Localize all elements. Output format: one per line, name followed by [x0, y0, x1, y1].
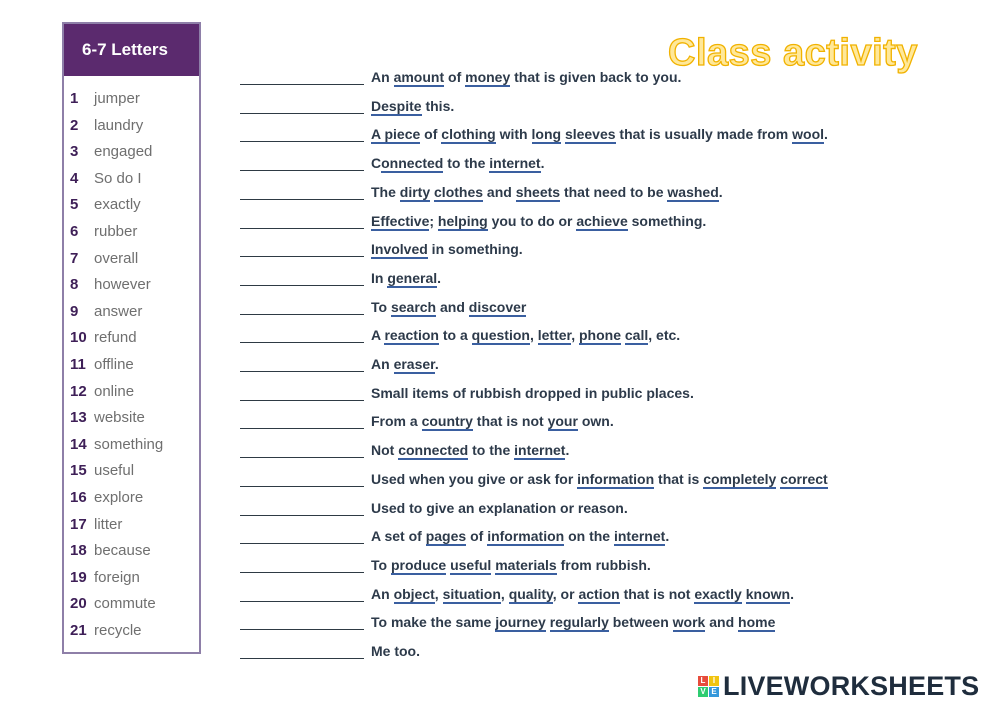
underlined-keyword: connected — [398, 442, 469, 459]
definition-text — [371, 500, 628, 516]
definition-text — [371, 356, 439, 372]
word-text: litter — [94, 515, 123, 533]
definition-text — [371, 213, 706, 229]
underlined-keyword: general — [387, 269, 438, 286]
underlined-keyword: sheets — [515, 183, 561, 200]
underlined-keyword: dirty — [399, 183, 431, 200]
definition-fragment: Used to give an explanation or reason. — [371, 499, 628, 516]
answer-blank[interactable] — [240, 84, 364, 85]
definition-fragment: that is not — [619, 585, 695, 602]
definition-fragment: and — [483, 183, 516, 200]
underlined-keyword: clothing — [441, 126, 496, 143]
definition-fragment: and — [705, 614, 739, 631]
definition-fragment: The — [371, 183, 400, 200]
definition-fragment: An — [371, 69, 394, 85]
answer-blank[interactable] — [240, 141, 364, 142]
underlined-keyword: produce — [390, 556, 447, 573]
underlined-keyword: letter — [537, 327, 572, 344]
definition-row — [0, 66, 1000, 90]
word-number: 8 — [70, 276, 79, 294]
underlined-keyword: regularly — [549, 614, 609, 631]
logo-square: L — [698, 676, 708, 686]
word-number: 17 — [70, 515, 87, 533]
definition-text — [371, 643, 420, 659]
word-text: answer — [94, 302, 143, 320]
definition-row — [0, 353, 1000, 377]
definition-fragment: . — [790, 585, 794, 602]
definition-fragment: An — [371, 356, 394, 372]
underlined-keyword: journey — [495, 614, 546, 631]
logo-square: V — [698, 687, 708, 697]
definition-fragment: that need to be — [560, 183, 668, 200]
underlined-keyword: clothes — [434, 183, 484, 200]
answer-blank[interactable] — [240, 601, 364, 602]
underlined-keyword: achieve — [576, 212, 628, 229]
underlined-keyword: wool — [792, 126, 825, 143]
definition-fragment: and — [436, 298, 469, 315]
definition-text — [371, 299, 526, 315]
answer-blank[interactable] — [240, 658, 364, 659]
definition-fragment: Used when you give or ask for — [371, 470, 578, 487]
definition-row — [0, 497, 1000, 521]
underlined-keyword: Involved — [371, 241, 428, 258]
underlined-keyword: quality — [508, 585, 553, 602]
definition-fragment: in something. — [427, 241, 523, 258]
word-number: 21 — [70, 621, 87, 639]
word-text: So do I — [94, 169, 142, 187]
answer-blank[interactable] — [240, 170, 364, 171]
underlined-keyword: A piece — [371, 126, 421, 143]
word-number: 7 — [70, 249, 79, 267]
word-text: overall — [94, 249, 139, 267]
definition-fragment: ; — [429, 212, 438, 229]
definition-row — [0, 210, 1000, 234]
underlined-keyword: amount — [393, 69, 445, 85]
word-text: engaged — [94, 143, 153, 161]
word-number: 10 — [70, 329, 87, 347]
definition-fragment: Small items of rubbish dropped in public places. — [371, 384, 694, 401]
word-number: 11 — [70, 355, 86, 373]
definition-fragment: To — [371, 556, 391, 573]
definition-fragment: An — [371, 585, 394, 602]
underlined-keyword: washed — [667, 183, 719, 200]
definition-fragment: C — [371, 155, 382, 172]
word-number: 18 — [70, 542, 87, 560]
page-title: Class activity — [668, 32, 918, 74]
definition-fragment: In — [371, 269, 388, 286]
underlined-keyword: Effective — [371, 212, 430, 229]
underlined-keyword: onnected — [381, 155, 444, 172]
answer-blank[interactable] — [240, 543, 364, 544]
logo-square: I — [709, 676, 719, 686]
underlined-keyword: sleeves — [564, 126, 616, 143]
definition-fragment: on the — [564, 528, 614, 545]
word-number: 19 — [70, 568, 87, 586]
word-text: jumper — [94, 90, 140, 107]
definition-row — [0, 439, 1000, 463]
definition-text — [371, 241, 523, 257]
underlined-keyword: situation — [442, 585, 501, 602]
answer-blank[interactable] — [240, 199, 364, 200]
underlined-keyword: work — [672, 614, 706, 631]
underlined-keyword: question — [471, 327, 530, 344]
underlined-keyword: internet — [514, 442, 566, 459]
definition-fragment: this. — [421, 97, 455, 114]
definition-text — [371, 586, 794, 602]
word-bank-header: 6-7 Letters — [64, 24, 199, 76]
word-number: 12 — [70, 382, 87, 400]
underlined-keyword: materials — [495, 556, 557, 573]
word-text: explore — [94, 488, 144, 506]
underlined-keyword: long — [531, 126, 562, 143]
definition-row — [0, 611, 1000, 635]
answer-blank[interactable] — [240, 629, 364, 630]
underlined-keyword: helping — [437, 212, 488, 229]
answer-blank[interactable] — [240, 572, 364, 573]
word-text: useful — [94, 462, 135, 480]
definition-row — [0, 296, 1000, 320]
definition-fragment: of — [420, 126, 442, 143]
definition-fragment: A set of — [371, 528, 426, 545]
definition-fragment: Me too. — [371, 643, 420, 659]
definition-row — [0, 95, 1000, 119]
definition-row — [0, 238, 1000, 262]
definition-row — [0, 554, 1000, 578]
definition-row — [0, 468, 1000, 492]
definition-row — [0, 525, 1000, 549]
word-text: commute — [94, 595, 156, 613]
word-text: foreign — [94, 568, 140, 586]
answer-blank[interactable] — [240, 113, 364, 114]
underlined-keyword: action — [578, 585, 620, 602]
definition-fragment: . — [718, 183, 723, 200]
word-text: because — [94, 542, 151, 560]
definition-fragment: Not — [371, 442, 399, 459]
definition-text — [371, 327, 680, 343]
definition-fragment: . — [824, 126, 828, 143]
underlined-keyword: known — [745, 585, 791, 602]
definition-fragment: something. — [627, 212, 707, 229]
underlined-keyword: your — [547, 413, 578, 430]
definition-fragment: you to do or — [487, 212, 577, 229]
definition-text — [371, 98, 454, 114]
word-text: offline — [94, 355, 134, 373]
definition-fragment: own. — [577, 413, 614, 430]
underlined-keyword: home — [738, 614, 776, 631]
word-number: 20 — [70, 595, 87, 613]
definition-fragment: to the — [443, 155, 490, 172]
definition-text — [371, 155, 544, 171]
definition-fragment: that is given back to you. — [510, 69, 682, 85]
liveworksheets-logo — [698, 672, 979, 700]
definition-fragment: To — [371, 298, 391, 315]
answer-blank[interactable] — [240, 457, 364, 458]
definition-text — [371, 442, 569, 458]
definition-fragment: , or — [552, 585, 579, 602]
word-number: 4 — [70, 169, 79, 187]
word-number: 16 — [70, 488, 87, 506]
definition-fragment: . — [434, 356, 439, 372]
answer-blank[interactable] — [240, 256, 364, 257]
answer-blank[interactable] — [240, 428, 364, 429]
word-number: 15 — [70, 462, 87, 480]
underlined-keyword: search — [390, 298, 437, 315]
definition-text — [371, 413, 614, 429]
definition-fragment: to a — [438, 327, 472, 344]
answer-blank[interactable] — [240, 285, 364, 286]
underlined-keyword: information — [577, 470, 655, 487]
word-number: 3 — [70, 143, 79, 161]
definition-text — [371, 184, 723, 200]
definition-row — [0, 123, 1000, 147]
definition-fragment: , — [571, 327, 579, 344]
word-text: rubber — [94, 222, 138, 240]
definition-fragment: with — [495, 126, 532, 143]
answer-blank[interactable] — [240, 486, 364, 487]
answer-blank[interactable] — [240, 371, 364, 372]
logo-square: E — [709, 687, 719, 697]
definition-row — [0, 181, 1000, 205]
underlined-keyword: internet — [613, 528, 666, 545]
underlined-keyword: useful — [450, 556, 492, 573]
definition-text — [371, 614, 775, 630]
definition-row — [0, 583, 1000, 607]
definition-fragment: , — [529, 327, 538, 344]
word-number: 2 — [70, 116, 79, 134]
answer-blank[interactable] — [240, 400, 364, 401]
underlined-keyword: object — [393, 585, 435, 602]
underlined-keyword: phone — [579, 327, 621, 344]
definition-row — [0, 410, 1000, 434]
definition-fragment: of — [444, 69, 466, 85]
logo-text: LIVEWORKSHEETS — [723, 670, 980, 701]
underlined-keyword: information — [487, 528, 565, 545]
answer-blank[interactable] — [240, 515, 364, 516]
definition-row — [0, 324, 1000, 348]
definition-fragment: from rubbish. — [556, 556, 651, 573]
underlined-keyword: correct — [780, 470, 828, 487]
definition-fragment: , etc. — [648, 327, 681, 344]
definition-fragment: between — [608, 614, 673, 631]
definition-fragment: that is — [654, 470, 704, 487]
underlined-keyword: reaction — [384, 327, 439, 344]
definition-fragment: . — [665, 528, 670, 545]
word-text: online — [94, 382, 135, 400]
logo-icon — [698, 676, 719, 697]
definition-fragment: , — [434, 585, 443, 602]
word-text: recycle — [94, 621, 142, 639]
definition-row — [0, 640, 1000, 664]
underlined-keyword: country — [421, 413, 473, 430]
definition-fragment: . — [565, 442, 570, 459]
definition-text — [371, 126, 828, 142]
definition-fragment: A — [371, 327, 385, 344]
definition-row — [0, 267, 1000, 294]
definition-fragment: To make the same — [371, 614, 496, 631]
definition-fragment: that is not — [472, 413, 548, 430]
definition-text — [371, 471, 828, 487]
word-text: something — [94, 435, 164, 453]
underlined-keyword: money — [465, 69, 511, 85]
underlined-keyword: pages — [425, 528, 467, 545]
definition-fragment: , — [500, 585, 509, 602]
definition-fragment: . — [437, 269, 442, 286]
word-number: 6 — [70, 222, 79, 240]
definition-fragment: of — [466, 528, 488, 545]
definition-row — [0, 382, 1000, 406]
underlined-keyword: call — [624, 327, 649, 344]
definition-text — [371, 528, 669, 544]
word-number: 9 — [70, 302, 79, 320]
word-number: 14 — [70, 435, 87, 453]
word-text: website — [94, 409, 145, 427]
definition-fragment: From a — [371, 413, 422, 430]
word-text: refund — [94, 329, 137, 347]
word-number: 1 — [70, 90, 79, 107]
word-number: 13 — [70, 409, 87, 427]
definition-fragment: that is usually made from — [615, 126, 793, 143]
definition-fragment: to the — [468, 442, 515, 459]
answer-blank[interactable] — [240, 314, 364, 315]
word-text: laundry — [94, 116, 144, 134]
definition-row — [0, 152, 1000, 176]
word-number: 5 — [70, 196, 79, 214]
answer-blank[interactable] — [240, 228, 364, 229]
word-text: however — [94, 276, 151, 294]
underlined-keyword: completely — [703, 470, 777, 487]
definition-fragment: . — [540, 155, 545, 172]
underlined-keyword: internet — [489, 155, 541, 172]
definition-text — [371, 557, 651, 573]
answer-blank[interactable] — [240, 342, 364, 343]
underlined-keyword: eraser — [393, 356, 435, 372]
underlined-keyword: exactly — [694, 585, 742, 602]
definition-text — [371, 385, 694, 401]
definition-text — [371, 270, 441, 286]
underlined-keyword: discover — [468, 298, 527, 315]
underlined-keyword: Despite — [371, 97, 422, 114]
word-text: exactly — [94, 196, 141, 214]
definition-text — [371, 69, 681, 85]
